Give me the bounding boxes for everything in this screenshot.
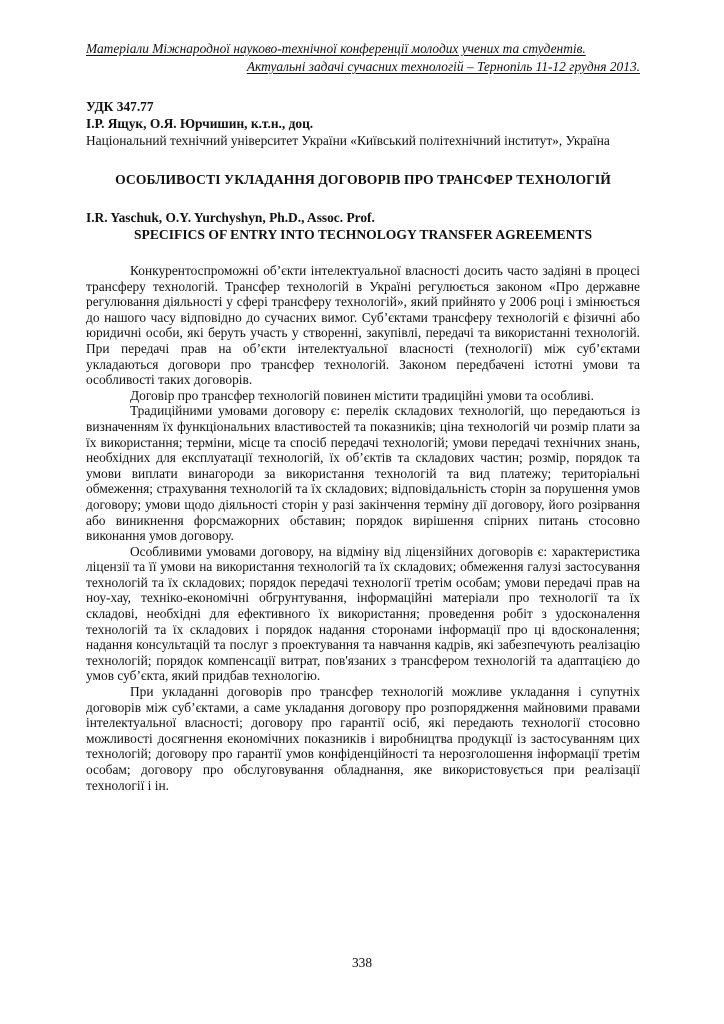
paragraph: Особливими умовами договору, на відміну від ліцензійних договорів є: характеристика ліцензії та її умови на використання технологій та їх складових; обмеження галузі застосування технологій та їх складових; порядок передачі технології третім особам; умови передачі прав на ноу-хау, техніко-економічні обгрунтування, інформаційні матеріали про технології та їх складові, необхідні для ефективного їх використання; проведення робіт з удосконалення технологій та їх складових і порядок надання сторонами інформації про ці вдосконалення; надання консультацій та послуг з проектування та навчання кадрів, які забезпечують реалізацію технологій; порядок компенсації витрат, пов'язаних з трансфером технологій та адаптацією до умов суб’єкта, який придбав технологію. [86,543,640,684]
udc-code: УДК 347.77 [86,99,154,114]
authors-en: I.R. Yaschuk, O.Y. Yurchyshyn, Ph.D., Assoc. Prof. [86,210,375,225]
paragraph: Договір про трансфер технологій повинен містити традиційні умови та особливі. [130,387,594,403]
paragraph: При укладанні договорів про трансфер технологій можливе укладання і супутніх договорів між суб’єктами, а саме укладання договору про розпорядження майновими правами інтелектуальної власності; договору про гарантії осіб, які передають технології стосовно можливості досягнення економічних показників і виробництва продукції із застосуванням цих технологій; договору про гарантії умов конфіденційності та нерозголошення інформації третім особам; договору про обслуговування обладнання, яке використовується при реалізації технології і ін. [86,684,640,793]
paragraph: Конкурентоспроможні об’єкти інтелектуальної власності досить часто задіяні в процесі трансферу технологій. Трансфер технологій в Україні регулюється законом «Про державне регулювання діяльності у сфері трансферу технологій», який прийнято у 2006 році і змінюється до нашого часу відповідно до сучасних вимог. Суб’єктами трансферу технологій є фізичні або юридичні особи, які беруть участь у створенні, закупівлі, передачі та використанні технологій. При передачі прав на об’єкти інтелектуальної власності (технології) між суб’єктами укладаються договори про трансфер технологій. Законом передбачені істотні умови та особливості таких договорів. [86,263,640,388]
article-title-en: SPECIFICS OF ENTRY INTO TECHNOLOGY TRANSFER AGREEMENTS [133,227,593,242]
running-head-line-2: Актуальні задачі сучасних технологій – Тернопіль 11-12 грудня 2013. [246,59,640,74]
affiliation: Національний технічний університет України «Київський політехнічний інститут», Україна [86,133,610,148]
article-title-ua: ОСОБЛИВОСТІ УКЛАДАННЯ ДОГОВОРІВ ПРО ТРАНСФЕР ТЕХНОЛОГІЙ [115,172,611,187]
running-head-line-1: Матеріали Міжнародної науково-технічної конференції молодих учених та студентів. [86,41,586,56]
page-number: 338 [351,955,373,970]
page-content [86,40,640,793]
article-body [86,263,640,793]
article-meta [86,98,640,149]
authors-ua: І.Р. Ящук, О.Я. Юрчишин, к.т.н., доц. [86,116,314,131]
running-head [86,40,640,76]
paragraph: Традиційними умовами договору є: перелік складових технологій, що передаються із визначенням їх функціональних властивостей та показників; ціна технологій чи розмір плати за їх використання; терміни, місце та спосіб передачі технологій; умови передачі технічних знань, необхідних для експлуатації технологій, їх об’єктів та складових частин; розмір, порядок та умови виплати винагороди за використання технологій та вид платежу; територіальні обмеження; страхування технологій та їх складових; відповідальність сторін за порушення умов договору; умови щодо діяльності сторін у разі закінчення терміну дії договору, його розірвання або виникнення форсмажорних обставин; порядок вирішення спірних питань стосовно виконання умов договору. [86,403,640,544]
